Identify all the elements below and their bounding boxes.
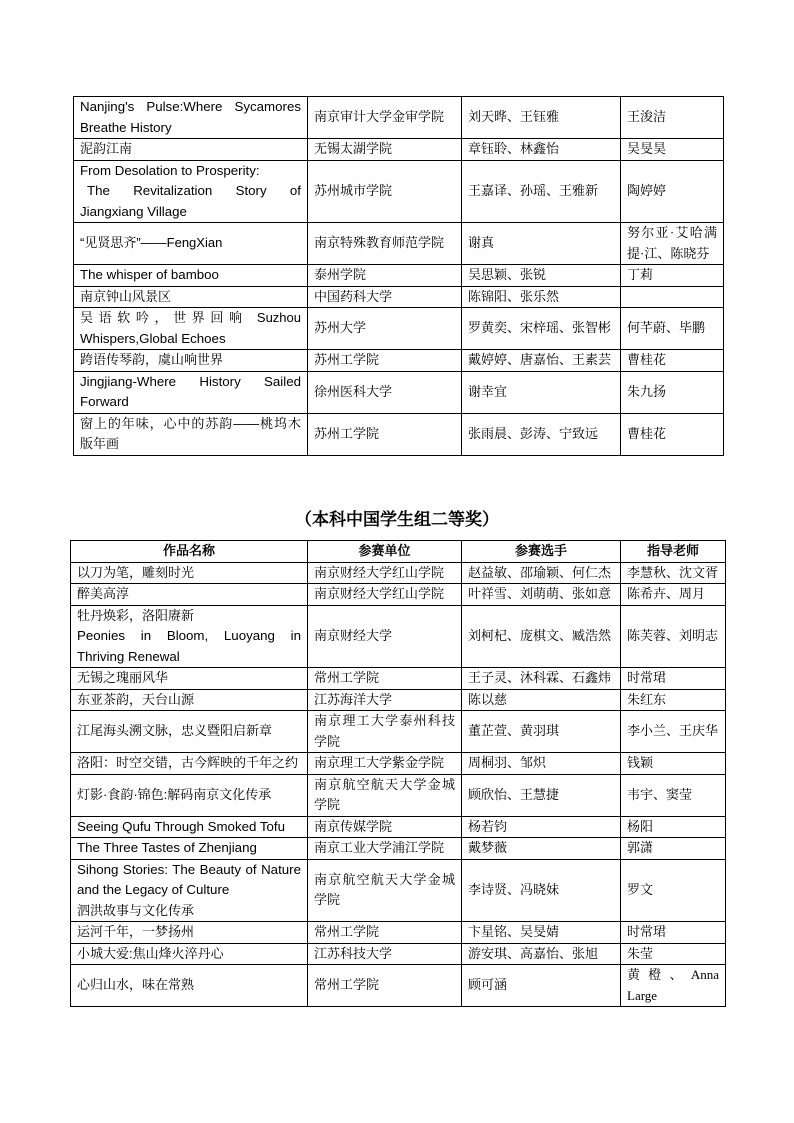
cell-line: Breathe History [80, 119, 172, 135]
table-row [71, 689, 726, 711]
unit-cell: 苏州工学院 [308, 413, 462, 455]
cell-line: 南京理工大学泰州科技 [314, 713, 455, 728]
header-teacher: 指导老师 [621, 541, 726, 563]
cell-line: 学院 [314, 797, 341, 812]
work-title-cell: 运河千年，一梦扬州 [71, 922, 308, 944]
cell-line: 提·江、陈晓芬 [627, 245, 710, 261]
students-cell: 罗黄奕、宋梓瑶、张智彬 [462, 308, 621, 350]
unit-cell: 南京财经大学红山学院 [308, 562, 462, 584]
work-title-cell [74, 160, 308, 223]
work-title-cell [71, 859, 308, 922]
students-cell: 王子灵、沐科霖、石鑫炜 [462, 668, 621, 690]
students-cell: 张雨晨、彭涛、宁致远 [462, 413, 621, 455]
cell-line: Nanjing's Pulse:Where Sycamores [80, 99, 301, 114]
table-row [71, 753, 726, 775]
unit-cell: 南京传媒学院 [308, 816, 462, 838]
work-title-cell [74, 308, 308, 350]
students-cell: 陈锦阳、张乐然 [462, 286, 621, 308]
table-row [74, 308, 724, 350]
students-cell: 游安琪、高嘉怡、张旭 [462, 943, 621, 965]
unit-cell [308, 859, 462, 922]
teacher-cell: 王浚洁 [621, 97, 724, 139]
cell-line: Peonies in Bloom, Luoyang in [77, 628, 301, 643]
unit-cell [308, 711, 462, 753]
table-row [71, 816, 726, 838]
teacher-cell: 吴旻昊 [621, 139, 724, 161]
table-row [71, 774, 726, 816]
unit-cell: 南京工业大学浦江学院 [308, 838, 462, 860]
students-cell: 赵益敏、邵瑜颖、何仁杰 [462, 562, 621, 584]
students-cell: 吴思颖、张锐 [462, 265, 621, 287]
work-title-cell: 心归山水，味在常熟 [71, 965, 308, 1007]
students-cell: 杨若钧 [462, 816, 621, 838]
cell-line: 学院 [314, 892, 341, 908]
cell-line: Forward [80, 394, 129, 409]
work-title-cell: The Three Tastes of Zhenjiang [71, 838, 308, 860]
students-cell: 戴梦薇 [462, 838, 621, 860]
table-row [71, 965, 726, 1007]
header-work-title: 作品名称 [71, 541, 308, 563]
table-row [74, 350, 724, 372]
work-title-cell: 无锡之瑰丽风华 [71, 668, 308, 690]
work-title-cell: 灯影·食韵·锦色:解码南京文化传承 [71, 774, 308, 816]
award-table-second-prize [70, 540, 726, 1007]
cell-line: 黄橙、Anna [627, 967, 719, 982]
unit-cell: 中国药科大学 [308, 286, 462, 308]
unit-cell [308, 774, 462, 816]
table-row [71, 922, 726, 944]
students-cell: 卞星铭、吴旻婧 [462, 922, 621, 944]
students-cell: 章钰聆、林鑫怡 [462, 139, 621, 161]
unit-cell: 南京审计大学金审学院 [308, 97, 462, 139]
unit-cell: 南京财经大学 [308, 605, 462, 668]
teacher-cell: 朱九扬 [621, 371, 724, 413]
cell-line: 版年画 [80, 436, 120, 451]
unit-cell: 南京特殊教育师范学院 [308, 223, 462, 265]
work-title-cell: 小城大爱:焦山烽火淬丹心 [71, 943, 308, 965]
teacher-cell: 时常珺 [621, 922, 726, 944]
students-cell: 谢真 [462, 223, 621, 265]
table-row [74, 413, 724, 455]
cell-line: 泗洪故事与文化传承 [77, 902, 195, 918]
teacher-cell: 李小兰、王庆华 [621, 711, 726, 753]
work-title-cell: 东亚茶韵，天台山源 [71, 689, 308, 711]
teacher-cell: 何芊蔚、毕鹏 [621, 308, 724, 350]
teacher-cell: 曹桂花 [621, 413, 724, 455]
cell-line: From Desolation to Prosperity: [80, 162, 260, 178]
table-row [71, 605, 726, 668]
table-row [74, 286, 724, 308]
teacher-cell: 郭潇 [621, 838, 726, 860]
students-cell: 李诗贤、冯晓妹 [462, 859, 621, 922]
work-title-cell: “见贤思齐”——FengXian [74, 223, 308, 265]
unit-cell: 南京理工大学紫金学院 [308, 753, 462, 775]
students-cell: 王嘉译、孙瑶、王雅新 [462, 160, 621, 223]
students-cell: 戴婷婷、唐嘉怡、王素芸 [462, 350, 621, 372]
table-row [71, 584, 726, 606]
teacher-cell: 罗文 [621, 859, 726, 922]
students-cell: 叶祥雪、刘萌萌、张如意 [462, 584, 621, 606]
teacher-cell: 陈希卉、周月 [621, 584, 726, 606]
work-title-cell: Seeing Qufu Through Smoked Tofu [71, 816, 308, 838]
unit-cell: 徐州医科大学 [308, 371, 462, 413]
work-title-cell: 江尾海头溯文脉，忠义暨阳启新章 [71, 711, 308, 753]
students-cell: 周桐羽、邹炽 [462, 753, 621, 775]
teacher-cell: 钱颖 [621, 753, 726, 775]
cell-line: Large [627, 987, 658, 1003]
unit-cell: 常州工学院 [308, 965, 462, 1007]
teacher-cell: 李慧秋、沈文胥 [621, 562, 726, 584]
students-cell: 顾欣怡、王慧捷 [462, 774, 621, 816]
work-title-cell [74, 371, 308, 413]
table-row [74, 265, 724, 287]
unit-cell: 无锡太湖学院 [308, 139, 462, 161]
section-title: （本科中国学生组二等奖） [295, 510, 499, 529]
work-title-cell [71, 605, 308, 668]
teacher-cell: 陶婷婷 [621, 160, 724, 223]
students-cell: 陈以慈 [462, 689, 621, 711]
students-cell: 顾可涵 [462, 965, 621, 1007]
unit-cell: 苏州大学 [308, 308, 462, 350]
unit-cell: 常州工学院 [308, 922, 462, 944]
work-title-cell [74, 97, 308, 139]
work-title-cell: 南京钟山风景区 [74, 286, 308, 308]
unit-cell: 南京财经大学红山学院 [308, 584, 462, 606]
work-title-cell: 洛阳：时空交错，古今辉映的千年之约 [71, 753, 308, 775]
work-title-cell [74, 413, 308, 455]
unit-cell: 江苏科技大学 [308, 943, 462, 965]
table-row [74, 97, 724, 139]
teacher-cell: 陈芙蓉、刘明志 [621, 605, 726, 668]
cell-line: Whispers,Global Echoes [80, 330, 226, 346]
cell-line: 努尔亚·艾哈满 [627, 225, 717, 240]
header-unit: 参赛单位 [308, 541, 462, 563]
teacher-cell: 时常珺 [621, 668, 726, 690]
cell-line: 南京航空航天大学金城 [314, 776, 455, 792]
teacher-cell: 朱莹 [621, 943, 726, 965]
teacher-cell [621, 286, 724, 308]
work-title-cell: The whisper of bamboo [74, 265, 308, 287]
cell-line: and the Legacy of Culture [77, 882, 230, 897]
teacher-cell: 韦宇、窦莹 [621, 774, 726, 816]
table-row [71, 838, 726, 860]
work-title-cell: 以刀为笔，雕刻时光 [71, 562, 308, 584]
table-row [71, 711, 726, 753]
table-row [74, 139, 724, 161]
unit-cell: 泰州学院 [308, 265, 462, 287]
cell-line: The Revitalization Story of [87, 183, 301, 198]
teacher-cell [621, 965, 726, 1007]
students-cell: 董芷萱、黄羽琪 [462, 711, 621, 753]
cell-line: Jiangxiang Village [80, 203, 187, 219]
table-row [71, 943, 726, 965]
table-row [71, 859, 726, 922]
cell-line: Thriving Renewal [77, 648, 180, 664]
table-row [74, 160, 724, 223]
teacher-cell: 杨阳 [621, 816, 726, 838]
cell-line: 吴语软吟，世界回响 Suzhou [80, 310, 301, 325]
students-cell: 刘天晔、王钰雅 [462, 97, 621, 139]
work-title-cell: 醉美高淳 [71, 584, 308, 606]
cell-line: 南京航空航天大学金城 [314, 871, 455, 887]
teacher-cell [621, 223, 724, 265]
cell-line: Jingjiang-Where History Sailed [80, 373, 301, 389]
header-students: 参赛选手 [462, 541, 621, 563]
unit-cell: 苏州工学院 [308, 350, 462, 372]
teacher-cell: 曹桂花 [621, 350, 724, 372]
teacher-cell: 丁莉 [621, 265, 724, 287]
unit-cell: 江苏海洋大学 [308, 689, 462, 711]
cell-line: 牡丹焕彩，洛阳赓新 [77, 607, 195, 623]
table-row [74, 371, 724, 413]
table-row [74, 223, 724, 265]
unit-cell: 苏州城市学院 [308, 160, 462, 223]
unit-cell: 常州工学院 [308, 668, 462, 690]
students-cell: 谢幸宜 [462, 371, 621, 413]
work-title-cell: 跨语传琴韵，虞山响世界 [74, 350, 308, 372]
table-header-row [71, 541, 726, 563]
cell-line: 学院 [314, 733, 341, 749]
teacher-cell: 朱红东 [621, 689, 726, 711]
table-row [71, 668, 726, 690]
cell-line: 窗上的年味，心中的苏韵——桃坞木 [80, 415, 301, 431]
cell-line: Sihong Stories: The Beauty of Nature [77, 861, 301, 877]
students-cell: 刘柯杞、庞棋文、臧浩然 [462, 605, 621, 668]
table-row [71, 562, 726, 584]
award-table-continued [73, 96, 724, 456]
work-title-cell: 泥韵江南 [74, 139, 308, 161]
